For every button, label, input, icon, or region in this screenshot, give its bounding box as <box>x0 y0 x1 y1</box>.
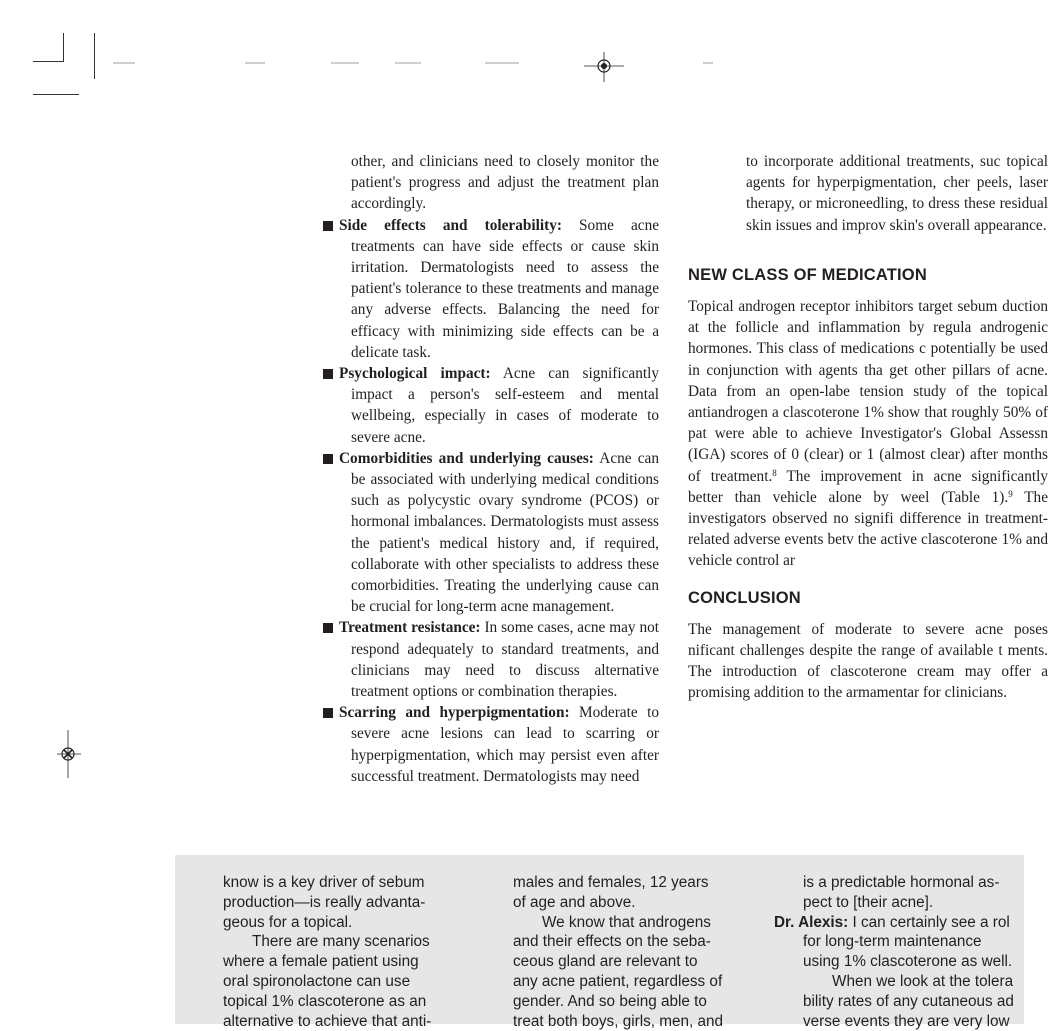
bullet-treatment-resistance <box>322 617 659 702</box>
bullet-scarring <box>322 702 659 787</box>
continuation-paragraph: other, and clinicians need to closely monitor the patient's progress and adjust the treatment plan accordingly. <box>351 153 659 213</box>
interview-line: pect to [their acne]. <box>803 893 934 911</box>
interview-line: treat both boys, girls, men, and <box>513 1012 724 1030</box>
bullet-comorbidities <box>322 448 659 618</box>
bullet-term: Treatment resistance: <box>339 619 481 637</box>
interview-line: and their effects on the seba- <box>513 933 711 951</box>
interview-line: oral spironolactone can use <box>223 972 411 990</box>
interview-line: bility rates of any cutaneous ad <box>803 992 1014 1010</box>
interview-line: geous for a topical. <box>223 913 353 931</box>
header-faint-marks <box>105 60 745 68</box>
conclusion-paragraph: The management of moderate to severe acne poses nificant challenges despite the range of available t ments. The introduction of clascoterone cream may offer a promising addition to the armamentar for clinicians. <box>688 620 1048 702</box>
interview-line: ceous gland are relevant to <box>513 953 698 971</box>
interview-column-2 <box>513 873 723 1031</box>
reference-9: 9 <box>1008 488 1013 499</box>
interview-line: know is a key driver of sebum <box>223 874 425 891</box>
square-bullet-icon <box>323 454 333 464</box>
bullet-text: Acne can significantly impact a person's self-esteem and mental wellbeing, especially in cases of moderate to severe acne. <box>351 365 659 446</box>
bullet-text: In some cases, acne may not respond adequately to standard treatments, and clinicians may need to discuss alternative treatment options or combination therapies. <box>351 619 660 701</box>
section-heading-new-class: NEW CLASS OF MEDICATION <box>688 265 927 284</box>
interview-line: any acne patient, regardless of <box>513 972 723 990</box>
square-bullet-icon <box>323 221 333 231</box>
interview-line: using 1% clascoterone as well. <box>803 953 1013 971</box>
new-class-text: The improvement in acne significantly better than vehicle alone by weel (Table 1). <box>688 467 1048 506</box>
continuation-paragraph-right: to incorporate additional treatments, suc topical agents for hyperpigmentation, cher peels, laser therapy, or microneedling, to dress these residual skin issues and improv skin's overall appearance. <box>746 153 1048 234</box>
interview-column-1 <box>223 873 431 1031</box>
bullet-text: Moderate to severe acne lesions can lead to scarring or hyperpigmentation, which may persist even after successful treatment. Dermatologists may need <box>351 704 659 785</box>
interview-line: gender. And so being able to <box>513 992 707 1010</box>
bullet-text: Acne can be associated with underlying medical conditions such as polycystic ovary syndrome (PCOS) or hormonal imbalances. Dermatologists must assess the patient's medical history and, if required, collaborate with other specialists to address these comorbidities. Treating the underlying cause can be crucial for long-term acne management. <box>351 449 659 616</box>
interview-line: males and females, 12 years <box>513 874 709 891</box>
interview-line: verse events they are very low <box>803 1012 1010 1030</box>
interview-line: I can certainly see a rol <box>848 913 1010 931</box>
square-bullet-icon <box>323 623 333 633</box>
interview-line: When we look at the tolera <box>832 972 1014 990</box>
left-text-column <box>322 151 659 787</box>
interview-sidebar-box <box>175 855 1024 1030</box>
right-text-column <box>688 151 1048 704</box>
registration-mark-icon <box>584 52 624 82</box>
reference-8: 8 <box>772 467 777 478</box>
square-bullet-icon <box>323 369 333 379</box>
interview-column-3 <box>774 873 1014 1031</box>
interview-line: for long-term maintenance <box>803 933 982 951</box>
interview-speaker-line <box>774 913 1014 933</box>
new-class-text: Topical androgen receptor inhibitors target sebum duction at the follicle and inflammation by regula androgenic hormones. This class of medications c potentially be used in conjunction with agents tha get other pillars of acne. Data from an open-labe tension study of the topical antiandrogen a clascoterone 1% show that roughly 50% of pat were able to achieve Investigator's Global Assessn (IGA) scores of 0 (clear) or 1 (almost clear) after months of treatment. <box>688 298 1048 485</box>
interview-line: topical 1% clascoterone as an <box>223 992 427 1010</box>
registration-mark-icon-left <box>57 730 81 778</box>
section-heading-conclusion: CONCLUSION <box>688 588 801 607</box>
bullet-term: Side effects and tolerability: <box>339 216 562 234</box>
interview-line: There are many scenarios <box>252 933 430 951</box>
bullet-term: Psychological impact: <box>339 365 491 383</box>
crop-mark-horizontal <box>33 61 64 62</box>
crop-mark-horizontal-2 <box>33 94 79 95</box>
bullet-term: Scarring and hyperpigmentation: <box>339 704 570 722</box>
interview-line: alternative to achieve that anti- <box>223 1012 432 1030</box>
interview-line: where a female patient using <box>223 953 419 971</box>
square-bullet-icon <box>323 708 333 718</box>
interview-line: is a predictable hormonal as- <box>803 874 1000 891</box>
new-class-paragraph <box>688 296 1048 572</box>
interview-line: of age and above. <box>513 893 636 911</box>
interview-line: We know that androgens <box>542 913 711 931</box>
bullet-term: Comorbidities and underlying causes: <box>339 449 594 467</box>
speaker-label: Dr. Alexis: <box>774 913 849 931</box>
bullet-psychological-impact <box>322 363 659 448</box>
bullet-side-effects <box>322 215 659 363</box>
interview-line: production—is really advanta- <box>223 893 426 911</box>
crop-mark-vertical <box>63 33 64 62</box>
new-class-text: The investigators observed no signifi difference in treatment-related adverse events betv the active clascoterone 1% and vehicle control ar <box>688 488 1048 570</box>
crop-mark-vertical-2 <box>94 33 95 79</box>
bullet-text: Some acne treatments can have side effects or cause skin irritation. Dermatologists need to assess the patient's tolerance to these treatments and manage any adverse effects. Balancing the need for efficacy with minimizing side effects can be a delicate task. <box>351 216 660 361</box>
